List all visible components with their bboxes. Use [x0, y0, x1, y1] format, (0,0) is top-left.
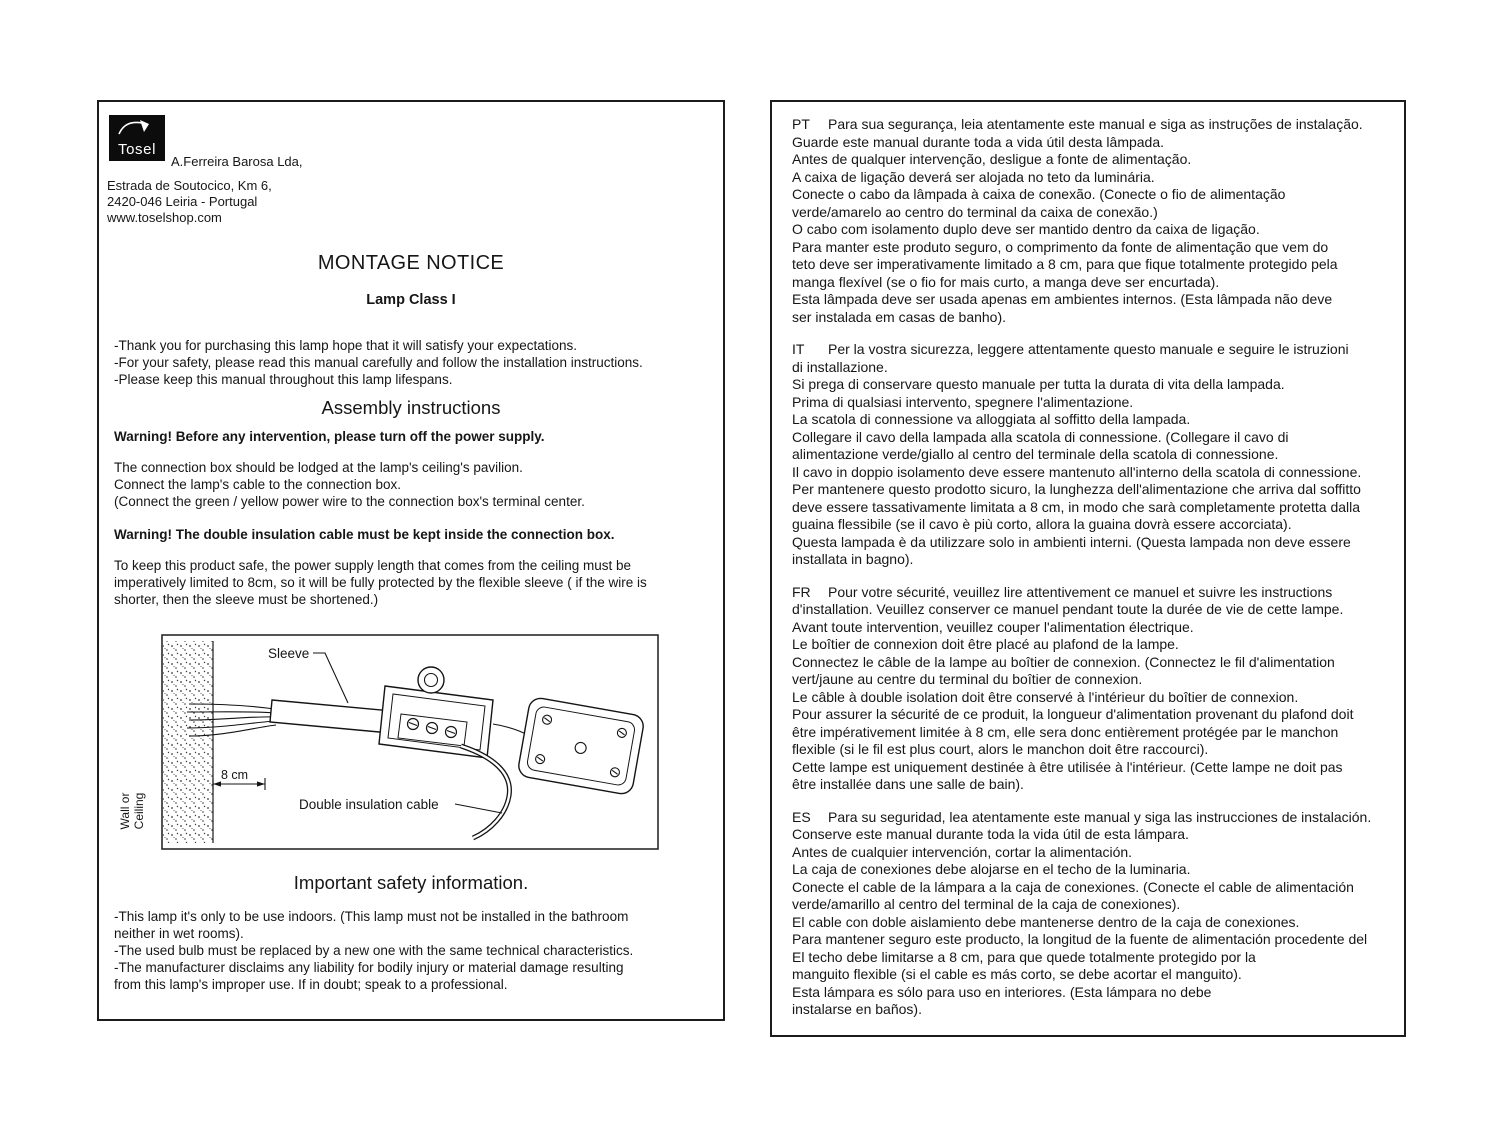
- right-panel: [770, 100, 1406, 1037]
- lang-code-es: ES: [792, 808, 811, 825]
- lang-text-pt: Para sua segurança, leia atentamente este manual e siga as instruções de instalação. Guarde este manual durante toda a vida útil desta lâmpada. Antes de qualquer intervenção, desligue a fonte de alimentação. A caixa de ligação deverá ser alojada no teto da luminária. Conecte o cabo da lâmpada à caixa de conexão. (Conecte o fio de alimentação verde/amarelo ao centro do terminal da caixa de conexão.) O cabo com isolamento duplo deve ser mantido dentro da caixa de ligação. Para manter este produto seguro, o comprimento da fonte de alimentação que vem do teto deve ser imperativamente limitado a 8 cm, para que fique totalmente protegido pela manga flexível (se o fio for mais curto, a manga deve ser encurtada). Esta lâmpada deve ser usada apenas em ambientes internos. (Esta lâmpada não deve ser instalada em casas de banho).: [792, 116, 1363, 325]
- lang-block-pt: [792, 116, 1388, 326]
- lang-text-fr: Pour votre sécurité, veuillez lire attentivement ce manuel et suivre les instructions d'installation. Veuillez conserver ce manuel pendant toute la durée de vie de cette lampe. Avant toute intervention, veuillez couper l'alimentation électrique. Le boîtier de connexion doit être placé au plafond de la lampe. Connectez le câble de la lampe au boîtier de connexion. (Connectez le fil d'alimentation vert/jaune au centre du terminal du boîtier de connexion. Le câble à double isolation doit être conservé à l'intérieur du boîtier de connexion. Pour assurer la sécurité de ce produit, la longueur d'alimentation provenant du plafond doit être impérativement limitée à 8 cm, elle sera donc entièrement protégée par le manchon flexible (si le fil est plus court, alors le manchon doit être raccourci). Cette lampe est uniquement destinée à être utilisée à l'intérieur. (Cette lampe ne doit pas être installée dans une salle de bain).: [792, 583, 1354, 792]
- insulation-warning: Warning! The double insulation cable must be kept inside the connection box.: [114, 527, 615, 542]
- lang-code-fr: FR: [792, 583, 811, 600]
- brand-text: Tosel: [117, 141, 157, 158]
- left-panel: [97, 100, 725, 1021]
- installation-diagram: [118, 634, 659, 850]
- assembly-heading: Assembly instructions: [321, 397, 501, 418]
- diagram-svg: [161, 634, 659, 850]
- notice-title: MONTAGE NOTICE: [317, 252, 505, 274]
- lamp-icon: [116, 118, 160, 136]
- company-name: A.Ferreira Barosa Lda,: [171, 154, 303, 169]
- lang-code-pt: PT: [792, 116, 810, 132]
- website-url: www.toselshop.com: [107, 210, 222, 225]
- lang-code-it: IT: [792, 341, 805, 357]
- tosel-logo: [109, 115, 165, 161]
- assembly-instructions-1: The connection box should be lodged at the lamp's ceiling's pavilion. Connect the lamp's cable to the connection box. (Connect the green / yellow power wire to the connection box's terminal center.: [114, 460, 585, 509]
- sleeve-label: Sleeve: [268, 646, 310, 661]
- safety-text: -This lamp it's only to be use indoors. (This lamp must not be installed in the bathroom neither in wet rooms). -The used bulb must be replaced by a new one with the same technical characteristics. -The manufacturer disclaims any liability for bodily injury or material damage resulting from this lamp's improper use. If in doubt; speak to a professional.: [114, 909, 634, 992]
- lang-block-it: [792, 341, 1388, 569]
- address-line-2: 2420-046 Leiria - Portugal: [107, 194, 258, 209]
- wall-section: [163, 641, 213, 843]
- assembly-instructions-2: To keep this product safe, the power supply length that comes from the ceiling must be imperatively limited to 8cm, so it will be fully protected by the flexible sleeve ( if the wire is shorter, then the sleeve must be shortened.): [114, 558, 647, 607]
- lang-text-it: Per la vostra sicurezza, leggere attentamente questo manuale e seguire le istruzioni di installazione. Si prega di conservare questo manuale per tutta la durata di vita della lampada. Prima di qualsiasi intervento, spegnere l'alimentazione. La scatola di connessione va alloggiata al soffitto della lampada. Collegare il cavo della lampada alla scatola di connessione. (Collegare il cavo di alimentazione verde/giallo al centro del terminale della scatola di connessione. Il cavo in doppio isolamento deve essere mantenuto all'interno della scatola di connessione. Per mantenere questo prodotto sicuro, la lunghezza dell'alimentazione che arriva dal soffitto deve essere tassativamente limitata a 8 cm, in modo che sarà completamente protetta dalla guaina flessibile (se il cavo è più corto, allora la guaina dovrà essere accorciata). Questa lampada è da utilizzare solo in ambienti interni. (Questa lampada non deve essere installata in bagno).: [792, 341, 1362, 567]
- cable-label: Double insulation cable: [299, 797, 439, 812]
- address-line-1: Estrada de Soutocico, Km 6,: [107, 178, 272, 193]
- intro-text: -Thank you for purchasing this lamp hope that it will satisfy your expectations. -For your safety, please read this manual carefully and follow the installation instructions. -Please keep this manual throughout this lamp lifespans.: [114, 338, 643, 387]
- lang-text-es: Para su seguridad, lea atentamente este manual y siga las instrucciones de instalación. Conserve este manual durante toda la vida útil de esta lámpara. Antes de cualquier intervención, cortar la alimentación. La caja de conexiones debe alojarse en el techo de la luminaria. Conecte el cable de la lámpara a la caja de conexiones. (Conecte el cable de alimentación verde/amarillo al centro del terminal de la caja de conexiones). El cable con doble aislamiento debe mantenerse dentro de la caja de conexiones. Para mantener seguro este producto, la longitud de la fuente de alimentación procedente del El techo debe limitarse a 8 cm, para que quede totalmente protegido por la manguito flexible (si el cable es más corto, se debe acortar el manguito). Esta lámpara es sólo para uso en interiores. (Esta lámpara no debe instalarse en baños).: [792, 808, 1372, 1017]
- wall-ceiling-label: Wall or Ceiling: [118, 792, 146, 830]
- lang-block-fr: [792, 584, 1388, 794]
- lang-block-es: [792, 809, 1388, 1019]
- dimension-label: 8 cm: [221, 768, 249, 782]
- power-warning: Warning! Before any intervention, please turn off the power supply.: [114, 429, 545, 444]
- wall-texture: [163, 641, 213, 843]
- safety-heading: Important safety information.: [293, 872, 529, 893]
- lamp-class-subtitle: Lamp Class I: [366, 292, 456, 308]
